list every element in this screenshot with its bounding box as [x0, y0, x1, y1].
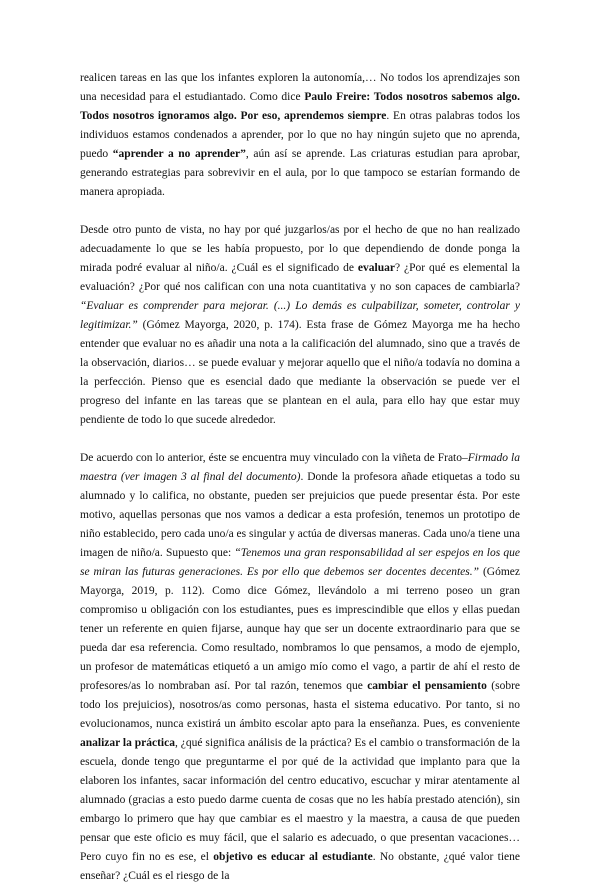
gomez-quote-2019: “Tenemos una gran responsabilidad al ser espejos en los que se miran las futuras generaciones. Es por ello que debemos ser docentes decentes.” [80, 547, 521, 578]
aprender-quote: “aprender a no aprender” [112, 148, 246, 160]
text-run: (sobre todo los prejuicios), nosotros/as como personas, hasta el sistema educativo. Por tanto, si no evolucionamos, nunca existirá un ámbito escolar apto para la enseñanza. Pues, es conveniente [80, 680, 521, 730]
freire-quote: Paulo Freire: Todos nosotros sabemos algo. Todos nosotros ignoramos algo. Por eso, aprendemos siempre [80, 91, 521, 122]
text-run: , aún así se aprende. Las criaturas estudian para aprobar, generando estrategias para sobrevivir en el aula, por lo que tampoco se estarían formando de manera apropiada. [80, 148, 521, 198]
text-run: , ¿qué significa análisis de la práctica? Es el cambio o transformación de la escuela, donde tengo que preguntarme el por qué de la actividad que implanto para que la elaboren los infantes, sacar información del centro educativo, escuchar y mirar atentamente al alumnado (gracias a esto puedo darme cuenta de cosas que no les había prestado atención), sin embargo lo primero que hay que cambiar es el maestro y la maestra, a causa de que pueden pensar que este oficio es muy fácil, que el salario es adecuado, o que presentan vacaciones… Pero cuyo fin no es ese, el [80, 737, 520, 863]
frato-reference: Firmado la maestra (ver imagen 3 al final del documento) [80, 452, 520, 483]
text-run: (Gómez Mayorga, 2020, p. 174). Esta frase de Gómez Mayorga me ha hecho entender que evaluar no es añadir una nota a la calificación del alumnado, sino que a través de la observación, diarios… se puede evaluar y mejorar aquello que el niño/a todavía no domina a la perfección. Pienso que es esencial dado que mediante la observación se puede ver el progreso del infante en las tareas que se plantean en el aula, para ello hay que estar muy pendiente de todo lo que sucede alrededor. [80, 319, 520, 426]
text-run: . En otras palabras todos los individuos estamos condenados a aprender, por lo que no hay ningún sujeto que no aprenda, puedo [80, 110, 520, 160]
analizar-practica-term: analizar la práctica [80, 737, 175, 749]
paragraph-freire [80, 69, 520, 202]
paragraph-frato [80, 449, 520, 886]
paragraph-evaluacion [80, 221, 520, 430]
cambiar-pensamiento-term: cambiar el pensamiento [367, 680, 487, 692]
text-run: Desde otro punto de vista, no hay por qué juzgarlos/as por el hecho de que no han realizado adecuadamente lo que se les había propuesto, por lo que dependiendo de donde ponga la mirada podré evaluar al niño/a. ¿Cuál es el significado de [80, 224, 520, 274]
objetivo-term: objetivo es educar al estudiante [213, 851, 373, 863]
text-run: De acuerdo con lo anterior, éste se encuentra muy vinculado con la viñeta de Frato– [80, 452, 468, 464]
text-run: ? ¿Por qué es elemental la evaluación? ¿Por qué nos califican con una nota cuantitativa y no son capaces de cambiarla? [80, 262, 520, 293]
gomez-quote-2020: “Evaluar es comprender para mejorar. (...) Lo demás es culpabilizar, someter, controlar y legitimizar.” [80, 300, 520, 331]
evaluar-term: evaluar [357, 262, 395, 274]
text-run: (Gómez Mayorga, 2019, p. 112). Como dice Gómez, llevándolo a mi terreno poseo un gran compromiso u obligación con los estudiantes, pues es imprescindible que ellos y ellas puedan tener un referente en quien fijarse, aunque hay que ser un docente extraordinario para que se pueda dar esa referencia. Como resultado, nombramos lo que pensamos, a modo de ejemplo, un profesor de matemáticas etiquetó a un amigo mío como el vago, a partir de ahí el resto de profesores/as lo nombraban así. Por tal razón, tenemos que [80, 566, 520, 692]
text-run: . No obstante, ¿qué valor tiene enseñar? ¿Cuál es el riesgo de la [80, 851, 520, 882]
text-run: . Donde la profesora añade etiquetas a todo su alumnado y lo califica, no obstante, pueden ser prejuicios que puede presentar ésta. Por este motivo, aquellas personas que nos vamos a dedicar a esta profesión, tenemos un prototipo de niño establecido, pero cada uno/a es singular y actúa de diversas maneras. Cada uno/a tiene una imagen de niño/a. Supuesto que: [80, 471, 520, 559]
text-run: realicen tareas en las que los infantes exploren la autonomía,… No todos los aprendizajes son una necesidad para el estudiantado. Como dice [80, 72, 520, 103]
